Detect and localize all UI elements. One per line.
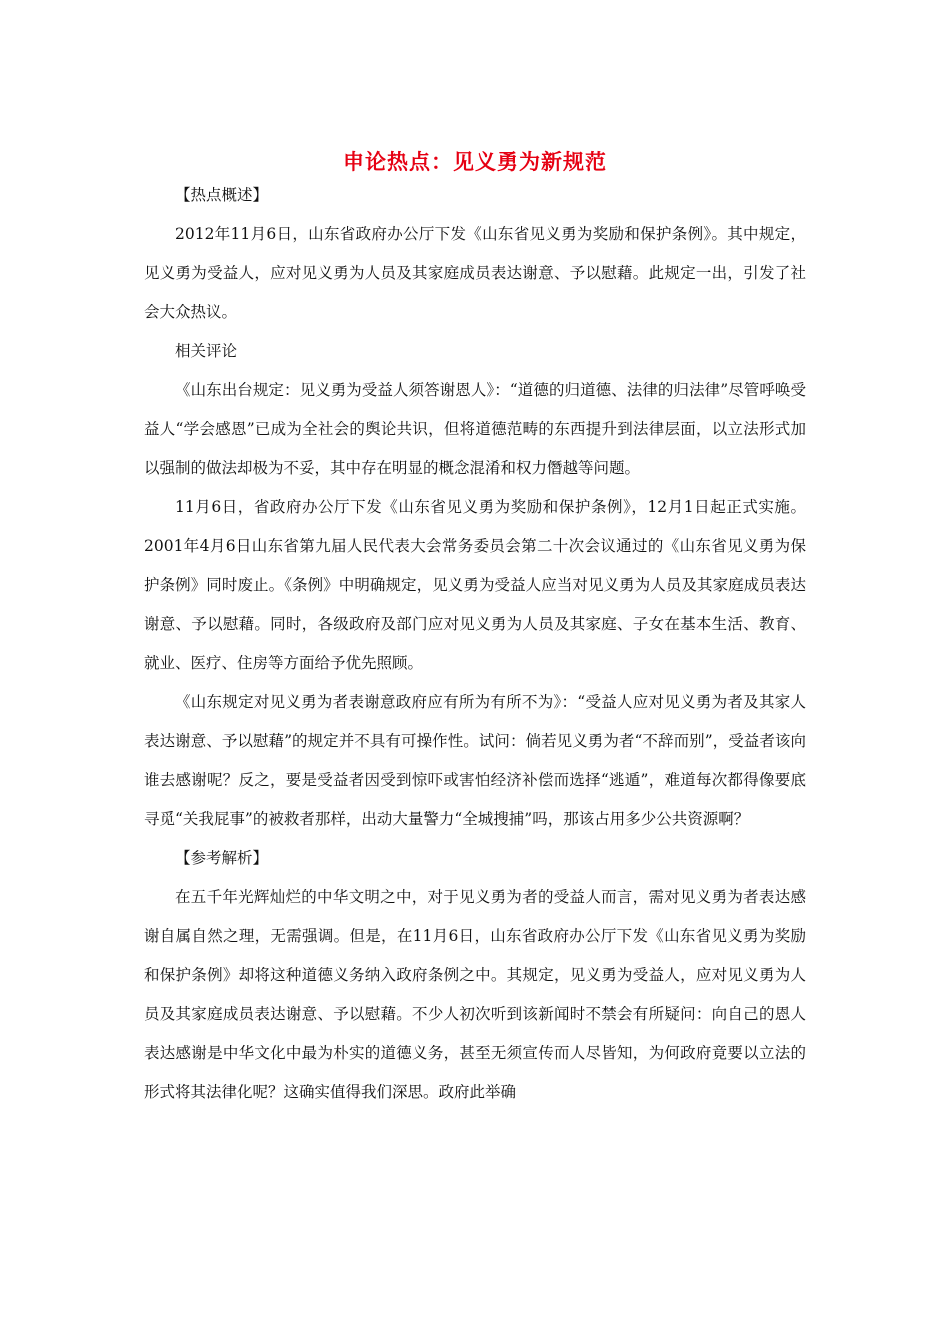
section-heading: 相关评论 bbox=[175, 342, 238, 360]
document-title: 申论热点：见义勇为新规范 bbox=[343, 150, 607, 174]
paragraph: 《山东出台规定：见义勇为受益人须答谢恩人》：“道德的归道德、法律的归法律”尽管呼唤受益人“学会感恩”已成为全社会的舆论共识，但将道德范畴的东西提升到法律层面，以立法形式加以强制的做法却极为不妥，其中存在明显的概念混淆和权力僭越等问题。 bbox=[144, 381, 806, 477]
section-heading: 【参考解析】 bbox=[175, 849, 269, 867]
paragraph: 2012年11月6日，山东省政府办公厅下发《山东省见义勇为奖励和保护条例》。其中规定，见义勇为受益人，应对见义勇为人员及其家庭成员表达谢意、予以慰藉。此规定一出，引发了社会大众热议。 bbox=[144, 225, 806, 321]
paragraph: 11月6日，省政府办公厅下发《山东省见义勇为奖励和保护条例》，12月1日起正式实施。2001年4月6日山东省第九届人民代表大会常务委员会第二十次会议通过的《山东省见义勇为保护条例》同时废止。《条例》中明确规定，见义勇为受益人应当对见义勇为人员及其家庭成员表达谢意、予以慰藉。同时，各级政府及部门应对见义勇为人员及其家庭、子女在基本生活、教育、就业、医疗、住房等方面给予优先照顾。 bbox=[144, 498, 806, 672]
document-body bbox=[144, 176, 806, 1112]
section-heading: 【热点概述】 bbox=[175, 186, 269, 204]
paragraph: 《山东规定对见义勇为者表谢意政府应有所为有所不为》：“受益人应对见义勇为者及其家人表达谢意、予以慰藉”的规定并不具有可操作性。试问：倘若见义勇为者“不辞而别”，受益者该向谁去感谢呢？反之，要是受益者因受到惊吓或害怕经济补偿而选择“逃遁”，难道每次都得像要底寻觅“关我屁事”的被救者那样，出动大量警力“全城搜捕”吗，那该占用多少公共资源啊？ bbox=[144, 693, 806, 828]
paragraph: 在五千年光辉灿烂的中华文明之中，对于见义勇为者的受益人而言，需对见义勇为者表达感谢自属自然之理，无需强调。但是，在11月6日，山东省政府办公厅下发《山东省见义勇为奖励和保护条例》却将这种道德义务纳入政府条例之中。其规定，见义勇为受益人，应对见义勇为人员及其家庭成员表达谢意、予以慰藉。不少人初次听到该新闻时不禁会有所疑问：向自己的恩人表达感谢是中华文化中最为朴实的道德义务，甚至无须宣传而人尽皆知，为何政府竟要以立法的形式将其法律化呢？这确实值得我们深思。政府此举确 bbox=[144, 888, 806, 1101]
